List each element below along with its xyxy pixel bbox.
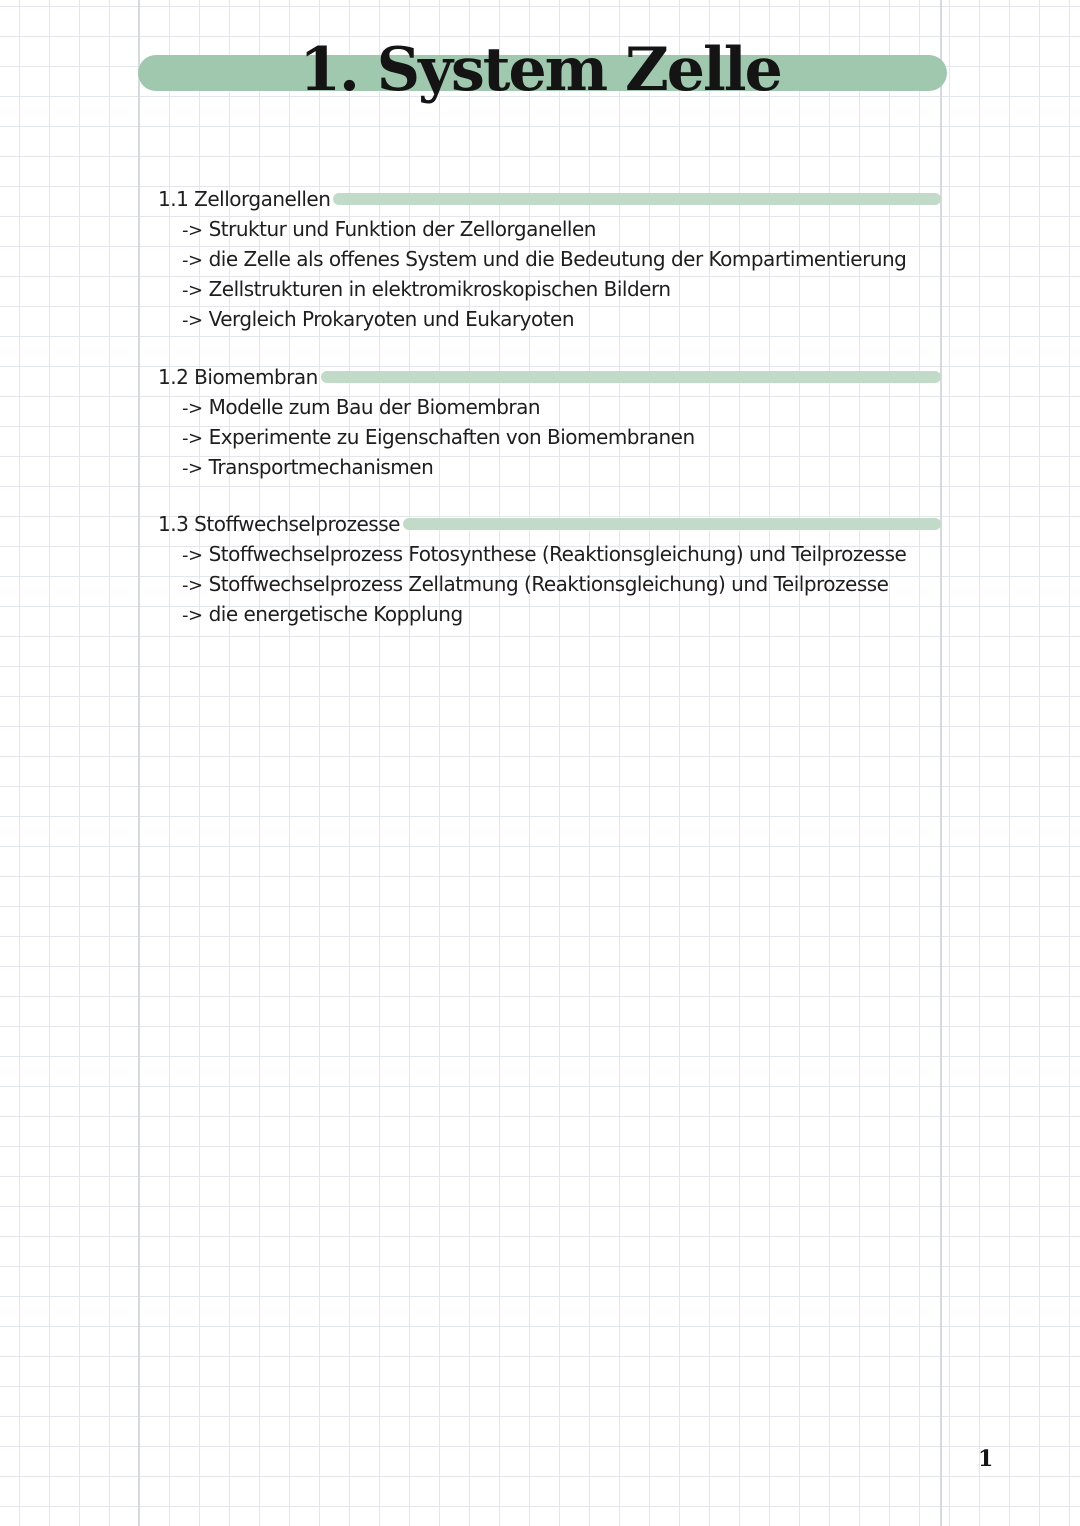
topic-list — [158, 214, 941, 334]
section-label: 1.2 Biomembran — [158, 365, 318, 389]
section-stoffwechselprozesse — [158, 509, 941, 629]
arrow-icon: -> — [182, 280, 203, 301]
page-margin-left — [138, 0, 140, 1526]
section-heading — [158, 184, 941, 214]
list-item: -> die energetische Kopplung — [182, 602, 463, 626]
section-zellorganellen — [158, 184, 941, 334]
arrow-icon: -> — [182, 458, 203, 479]
arrow-icon: -> — [182, 250, 203, 271]
list-item: -> Stoffwechselprozess Zellatmung (Reaktionsgleichung) und Teilprozesse — [182, 572, 889, 596]
list-item: -> Modelle zum Bau der Biomembran — [182, 395, 541, 419]
list-item: -> Struktur und Funktion der Zellorganellen — [182, 217, 596, 241]
section-highlight-rule — [321, 371, 941, 383]
section-heading — [158, 362, 941, 392]
page-number: 1 — [978, 1446, 994, 1472]
page-title: 1. System Zelle — [299, 35, 781, 105]
topic-list — [158, 539, 941, 629]
list-item: -> Experimente zu Eigenschaften von Biomembranen — [182, 425, 695, 449]
arrow-icon: -> — [182, 220, 203, 241]
section-label: 1.1 Zellorganellen — [158, 187, 331, 211]
section-label: 1.3 Stoffwechselprozesse — [158, 512, 400, 536]
section-highlight-rule — [403, 518, 941, 530]
list-item: -> Stoffwechselprozess Fotosynthese (Reaktionsgleichung) und Teilprozesse — [182, 542, 907, 566]
arrow-icon: -> — [182, 310, 203, 331]
section-heading — [158, 509, 941, 539]
arrow-icon: -> — [182, 545, 203, 566]
arrow-icon: -> — [182, 428, 203, 449]
topic-list — [158, 392, 941, 482]
list-item: -> Zellstrukturen in elektromikroskopischen Bildern — [182, 277, 671, 301]
section-highlight-rule — [333, 193, 941, 205]
list-item: -> die Zelle als offenes System und die Bedeutung der Kompartimentierung — [182, 247, 907, 271]
arrow-icon: -> — [182, 398, 203, 419]
arrow-icon: -> — [182, 575, 203, 596]
list-item: -> Transportmechanismen — [182, 455, 434, 479]
section-biomembran — [158, 362, 941, 482]
list-item: -> Vergleich Prokaryoten und Eukaryoten — [182, 307, 575, 331]
arrow-icon: -> — [182, 605, 203, 626]
